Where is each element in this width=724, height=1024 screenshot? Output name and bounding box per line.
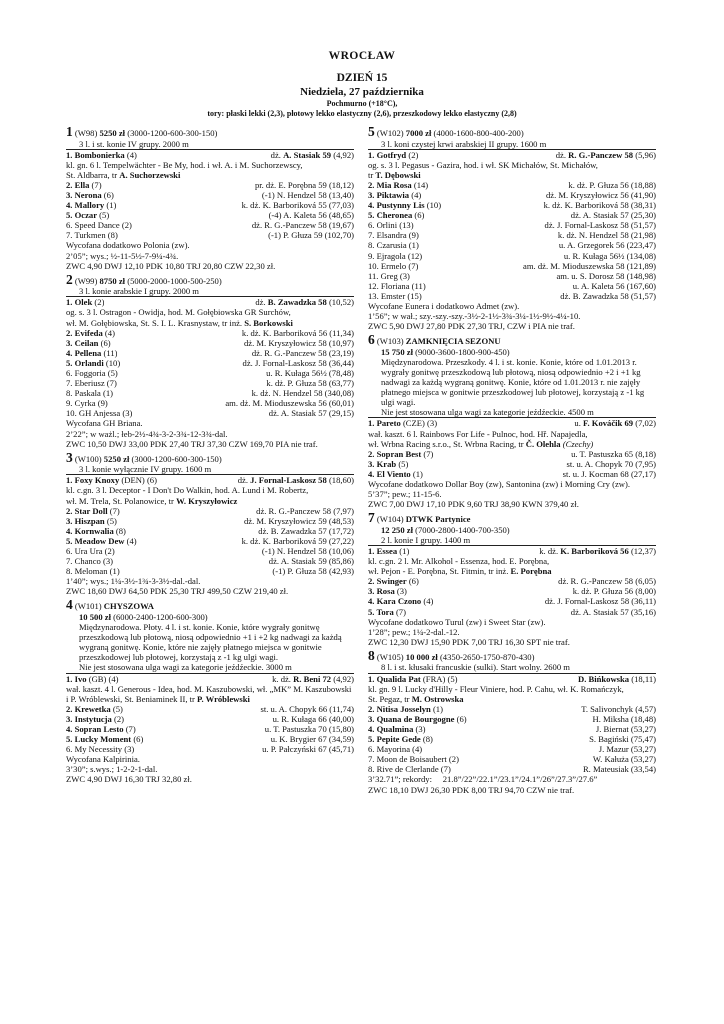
prize-split: (3000-1200-600-300-150) <box>127 128 218 138</box>
jockey-odds: dż. A. Stasiak 57 (25,30) <box>570 210 656 221</box>
jockey-odds: J. Biernat (53,27) <box>595 723 656 734</box>
jockey-odds: st. u. A. Chopyk 70 (7,95) <box>566 458 656 469</box>
race-number: 1 <box>66 126 73 139</box>
horse-detail: (11) <box>101 347 118 358</box>
placing-row <box>66 358 354 368</box>
horse-detail: 6. Mayorina (4) <box>368 744 423 755</box>
placing-row <box>66 398 354 408</box>
horse-name: 4. Pustynny Lis <box>368 200 425 211</box>
race-conditions: 2 l. konie I grupy. 1400 m <box>368 535 656 546</box>
horse-detail: (5) <box>396 458 409 469</box>
jockey-odds: st. u. A. Chopyk 66 (11,74) <box>260 703 354 714</box>
race-note: ZWC 10,50 DWJ 33,00 PDK 27,40 TRJ 37,30 CZW 169,70 PIA nie traf. <box>66 438 318 449</box>
winner-row: 1. Ivo (GB) (4) k. dż. R. Beni 72 (4,92) <box>66 673 354 684</box>
race-note: ZWC 4,90 DWJ 12,10 PDK 10,80 TRJ 20,80 CZW 22,30 zł. <box>66 260 276 271</box>
race-notes <box>368 617 656 647</box>
jockey-odds: dż. R. G.-Panczew 58 (23,19) <box>251 347 354 358</box>
placing-row <box>66 338 354 348</box>
race-notes <box>66 418 354 448</box>
meeting-city: WROCŁAW <box>328 50 396 62</box>
jockey-odds: (-1) P. Głuza 59 (102,70) <box>268 230 354 241</box>
placing-row <box>66 200 354 210</box>
horse-detail: (7) <box>421 448 434 459</box>
jockey-odds: dż. A. Stasiak 57 (29,15) <box>268 408 354 419</box>
horse-name: 5. Oczar <box>66 210 98 221</box>
jockey-odds: W. Kałuża (53,27) <box>592 754 656 765</box>
horse-name: 4. El Viento <box>368 468 411 479</box>
placing-row <box>368 449 656 459</box>
jockey-odds: k. dż. P. Głuza 58 (63,77) <box>266 378 354 389</box>
horse-detail: (5) <box>110 703 123 714</box>
race-7: 7 (W104) DTWK Partynice 12 250 zł (7000-2800-1400-700-350) 2 l. konie I grupy. 1400 m 1. Essea (1) k. dż. K. Barboriková 56 (12,37) kl. c.gn. 2 l. Mr. Alkohol - Essenza, hod. E. Porębna, wł. Pejon - E. Porębna, St. Fitmin, tr inż. E. Porębna 2. Swinger (6) dż. R. G.-Panczew 58 (6,05) 3. Rosa (3) k. dż. P. Głuza 56 (8,00) 4. Kara Czono (4) dż. J. Fornal-Laskosz 58 (36,11) 5. Tora (7) dż. A. Stasiak 57 (35,16) Wycofane dodatkowo Turul (zw) i Sweet Star (zw). 1’28”; pew.; 1¼-2-dal.-12. ZWC 12,30 DWJ 15,90 PDK 7,00 TRJ 16,30 SPT nie traf. <box>368 512 656 647</box>
horse-detail: (7) <box>89 179 102 190</box>
placing-row <box>368 220 656 230</box>
race-note: ZWC 18,10 DWJ 26,30 PDK 8,00 TRJ 94,70 CZW nie traf. <box>368 784 575 795</box>
race-note: ZWC 12,30 DWJ 15,90 PDK 7,00 TRJ 16,30 SPT nie traf. <box>368 636 570 647</box>
race-3: 3 (W100) 5250 zł (3000-1200-600-300-150) 3 l. konie wyłącznie IV grupy. 1600 m 1. Foxy Knoxy (DEN) (6) dż. J. Fornal-Laskosz 58 (18,60) kl. c.gn. 3 l. Deceptor - I Don't Do Walkin, hod. A. Lund i M. Robertz, wł. M. Trela, St. Polanowice, tr W. Kryszyłowicz 2. Star Doll (7) dż. R. G.-Panczew 58 (7,97) 3. Hiszpan (5) dż. M. Kryszyłowicz 59 (48,53) 4. Kornwalia (8) dż. B. Zawadzka 57 (17,72) 5. Meadow Dew (4) k. dż. K. Barboriková 59 (27,22) 6. Ura Ura (2) (-1) N. Hendzel 58 (10,06) 7. Chanco (3) dż. A. Stasiak 59 (85,86) 8. Meloman (1) (-1) P. Głuza 58 (42,93) 1’40”; wys.; 1¼-3½-1¾-3-3½-dal.-dal. ZWC 18,60 DWJ 64,50 PDK 25,30 TRJ 499,50 CZW 219,40 zł. <box>66 451 354 597</box>
race-note: 2’22”; w ważl.; łeb-2½-4¾-3-2-3¾-12-3¾-dal. <box>66 428 228 439</box>
horse-detail: 7. Moon de Boisaubert (2) <box>368 754 459 765</box>
horse-detail: (4) <box>124 535 137 546</box>
winner-owner: wł. M. Gołębiowska, St. S. I. L. Krasnystaw, tr inż. S. Borkowski <box>66 317 293 328</box>
horse-name: 2. Krewetka <box>66 703 111 714</box>
horse-detail: 8. Paskala (1) <box>66 388 114 399</box>
race-notes <box>66 576 354 596</box>
jockey-odds: dż. M. Kryszyłowicz 56 (41,90) <box>545 189 656 200</box>
placing-row <box>66 230 354 240</box>
race-notes <box>368 479 656 509</box>
placing-row <box>368 764 656 774</box>
jockey-odds: am. dż. M. Mioduszewska 56 (60,01) <box>225 398 354 409</box>
jockey-odds: u. T. Pastuszka 65 (8,18) <box>571 448 656 459</box>
race-code: (W98) <box>74 128 98 138</box>
horse-name: 2. Mia Rosa <box>368 179 412 190</box>
placing-row <box>368 230 656 240</box>
winner-row: 1. Foxy Knoxy (DEN) (6) dż. J. Fornal-Laskosz 58 (18,60) <box>66 475 354 486</box>
placing-row <box>368 607 656 617</box>
placing-row <box>66 516 354 526</box>
placing-row <box>66 734 354 744</box>
horse-detail: (6) <box>98 337 111 348</box>
race-notes <box>66 240 354 270</box>
horse-name: 4. Pellena <box>66 347 102 358</box>
horse-name: 2. Star Doll <box>66 505 108 516</box>
winner-row: 1. Pareto (CZE) (3) u. F. Kováčik 69 (7,02) <box>368 418 656 429</box>
right-column <box>368 126 656 798</box>
placings-list <box>368 576 656 616</box>
race-note: Wycofane Eunera i dodatkowo Admet (zw). <box>368 301 520 311</box>
winner-pedigree: og. s. 3 l. Pegasus - Gazira, hod. i wł. SK Michałów, St. Michałów, <box>368 159 598 170</box>
horse-detail: 8. Meloman (1) <box>66 566 120 577</box>
placing-row <box>368 251 656 261</box>
horse-name: 3. Instytucja <box>66 713 112 724</box>
track-conditions: tory: płaski lekki (2,3), płotowy lekko elastyczny (2,6), przeszkodowy lekko elastyczny (2,8) <box>207 109 517 118</box>
horse-detail: 6. Foggoria (5) <box>66 367 118 378</box>
placing-row <box>66 506 354 516</box>
horse-detail: 6. My Necessity (3) <box>66 744 135 755</box>
jockey-odds: H. Miksha (18,48) <box>592 713 656 724</box>
horse-detail: 8. Czarusia (1) <box>368 240 419 251</box>
horse-detail: 6. Speed Dance (2) <box>66 220 132 231</box>
winner-row: 1. Olek (2) dż. B. Zawadzka 58 (10,52) <box>66 297 354 308</box>
jockey-odds: u. R. Kułaga 66 (40,00) <box>272 713 354 724</box>
jockey-odds: pr. dż. E. Porębna 59 (18,12) <box>254 179 354 190</box>
horse-name: 4. Kara Czono <box>368 596 422 607</box>
jockey-odds: u. A. Kaleta 56 (167,60) <box>572 280 656 291</box>
race-8: 8 (W105) 10 000 zł (4350-2650-1750-870-430) 8 l. i st. kłusaki francuskie (sulki). Start wolny. 2600 m 1. Qualida Pat (FRA) (5) D. Bińkowska (18,11) kl. gn. 9 l. Lucky d'Hilly - Fleur Viniere, hod. P. Cahu, wł. K. Romańczyk, St. Pegaz, tr M. Ostrowska 2. Nitisa Josselyn (1) T. Salivonchyk (4,57) 3. Quana de Bourgogne (6) H. Miksha (18,48) 4. Qualmina (3) J. Biernat (53,27) 5. Pepite Gede (8) S. Bagiński (75,47) 6. Mayorina (4) J. Mazur (53,27) 7. Moon de Boisaubert (2) W. Kałuża (53,27) 8. Rive de Clerlande (7) R. Mateusiak (33,54) 3’32.71”; rekordy: 21.8”/22”/22.1”/23.1”/24.1”/26”/27.3”/27.6” ZWC 18,10 DWJ 26,30 PDK 8,00 TRJ 94,70 CZW nie traf. <box>368 649 656 795</box>
race-5: 5 (W102) 7000 zł (4000-1600-800-400-200) 3 l. koni czystej krwi arabskiej II grupy. 1600 m 1. Gotfryd (2) dż. R. G.-Panczew 58 (5,96) og. s. 3 l. Pegasus - Gazira, hod. i wł. SK Michałów, St. Michałów, tr T. Dębowski 2. Mia Rosa (14) k. dż. P. Głuza 56 (18,88) 3. Piktawia (4) dż. M. Kryszyłowicz 56 (41,90) 4. Pustynny Lis (10) k. dż. K. Barboriková 58 (38,31) 5. Cheronea (6) dż. A. Stasiak 57 (25,30) 6. Orlini (13) dż. J. Fornal-Laskosz 58 (51,57) 7. Elsandra (9) k. dż. N. Hendzel 58 (21,98) 8. Czarusia (1) u. A. Grzegorek 56 (223,47) 9. Ejragola (12) u. R. Kułaga 56½ (134,08) 10. Ermelo (7) am. dż. M. Mioduszewska 58 (121,89) 11. Greg (3) am. u. S. Dorosz 58 (148,98) 12. Floriana (11) u. A. Kaleta 56 (167,60) 13. Emster (15) dż. B. Zawadzka 58 (51,57) Wycofane Eunera i dodatkowo Admet (zw). 1’56”; w wał.; szy.-szy.-szy.-3½-2-1½-3¾-3¼-1½-9½-4¼-10. ZWC 5,90 DWJ 27,80 PDK 27,30 TRJ, CZW i PIA nie traf. <box>368 126 656 332</box>
winner-owner: St. Aldbarra, tr A. Suchorzewski <box>66 169 181 180</box>
race-description: Międzynarodowa. Płoty. 4 l. i st. konie. Konie, które wygrały gonitwę przeszkodową lub płotową, niosą odpowiednio +1 i +2 kg nadwagi za każdą wygraną gonitwę. Konie, które nie zajęły płatnego miejsca w gonitwie przeszkodowej lub płotowej, korzystają z -1 kg ulgi wagi. <box>79 622 342 663</box>
jockey-odds: S. Bagiński (75,47) <box>589 734 656 745</box>
placing-row <box>66 724 354 734</box>
placings-list <box>66 328 354 419</box>
placings-list <box>66 506 354 577</box>
jockey-odds: T. Salivonchyk (4,57) <box>581 703 656 714</box>
race-notes <box>66 754 354 784</box>
placing-row <box>66 566 354 576</box>
placing-row <box>368 190 656 200</box>
winner-pedigree: kl. gn. 6 l. Tempelwächter - Be My, hod. i wł. A. i M. Suchorzewscy, <box>66 159 303 170</box>
race-note: 1’28”; pew.; 1¼-2-dal.-12. <box>368 626 460 637</box>
race-note: ZWC 4,90 DWJ 16,30 TRJ 32,80 zł. <box>66 774 192 785</box>
placing-row <box>66 408 354 418</box>
placing-row <box>368 291 656 301</box>
race-note: Wycofana GH Briana. <box>66 418 143 429</box>
placing-row <box>368 469 656 479</box>
placing-row <box>368 459 656 469</box>
horse-detail: (7) <box>393 606 406 617</box>
jockey-odds: (-1) P. Głuza 58 (42,93) <box>272 566 354 577</box>
horse-name: 5. Cheronea <box>368 210 413 221</box>
horse-name: 5. Tora <box>368 606 394 617</box>
race-description: Międzynarodowa. Przeszkody. 4 l. i st. konie. Konie, które od 1.01.2013 r. wygrały gonitwę przeszkodową lub płotową, niosą odpowiednio +2 i +1 kg nadwagi za każdą wygraną gonitwę. Konie, które od 1.01.2013 r. nie zajęły płatnego miejsca w gonitwie przeszkodowej lub płotowej, korzystają z -1 kg ulgi wagi. <box>381 356 645 408</box>
jockey-odds: dż. R. G.-Panczew 58 (6,05) <box>558 576 656 587</box>
placing-row <box>66 546 354 556</box>
jockey-odds: dż. J. Fornal-Laskosz 58 (36,11) <box>544 596 656 607</box>
race-note: Wycofana dodatkowo Polonia (zw). <box>66 240 190 251</box>
winner-pedigree: og. s. 3 l. Ostragon - Owidja, hod. M. Gołębiowska GR Surchów, <box>66 307 291 318</box>
horse-detail: 9. Ejragola (12) <box>368 250 423 261</box>
horse-detail: (10) <box>103 357 121 368</box>
horse-name: 2. Swinger <box>368 576 407 587</box>
placing-row <box>368 576 656 586</box>
race-conditions: 8 l. i st. kłusaki francuskie (sulki). Start wolny. 2600 m <box>368 662 656 673</box>
horse-name: 2. Nitisa Josselyn <box>368 703 431 714</box>
winner-pedigree: kl. c.gn. 3 l. Deceptor - I Don't Do Walkin, hod. A. Lund i M. Robertz, <box>66 485 309 496</box>
race-conditions: 3 l. konie wyłącznie IV grupy. 1600 m <box>66 464 354 475</box>
horse-detail: (7) <box>107 505 120 516</box>
race-note: ZWC 18,60 DWJ 64,50 PDK 25,30 TRJ 499,50 CZW 219,40 zł. <box>66 586 289 597</box>
horse-name: 5. Orlandi <box>66 357 104 368</box>
jockey-odds: (-1) N. Hendzel 58 (10,06) <box>261 545 354 556</box>
race-1 <box>66 126 354 271</box>
horse-name: 3. Quana de Bourgogne <box>368 713 455 724</box>
jockey-odds: dż. R. G.-Panczew 58 (19,67) <box>251 220 354 231</box>
horse-detail: (3) <box>413 723 426 734</box>
horse-name: 3. Hiszpan <box>66 515 105 526</box>
placings-list <box>368 180 656 301</box>
jockey-odds: dż. A. Stasiak 57 (35,16) <box>570 606 656 617</box>
placing-row <box>66 220 354 230</box>
horse-detail: 7. Turkmen (8) <box>66 230 118 241</box>
winner-row: 1. Bombonierka (4) dż. A. Stasiak 59 (4,92) <box>66 149 354 160</box>
placing-row <box>66 714 354 724</box>
horse-name: 2. Evifeda <box>66 327 103 338</box>
horse-detail: (6) <box>101 189 114 200</box>
placings-list <box>66 180 354 241</box>
horse-detail: (10) <box>424 200 442 211</box>
horse-name: 3. Krab <box>368 458 397 469</box>
winner-pedigree: wał. kaszt. 6 l. Rainbows For Life - Pulnoc, hod. Hř. Napajedla, <box>368 428 588 439</box>
jockey-odds: k. dż. N. Hendzel 58 (340,08) <box>251 388 354 399</box>
horse-detail: (8) <box>113 525 126 536</box>
winner-owner: tr T. Dębowski <box>368 169 421 180</box>
jockey-odds: J. Mazur (53,27) <box>598 744 656 755</box>
race-note: Wycofane dodatkowo Dollar Boy (zw), Santonina (zw) i Morning Cry (zw). <box>368 479 630 489</box>
winner-pedigree: kl. gn. 9 l. Lucky d'Hilly - Fleur Viniere, hod. P. Cahu, wł. K. Romańczyk, <box>368 683 624 694</box>
placings-list <box>368 449 656 479</box>
horse-name: 3. Piktawia <box>368 189 410 200</box>
horse-name: 4. Kornwalia <box>66 525 114 536</box>
jockey-odds: R. Mateusiak (33,54) <box>582 764 656 775</box>
placing-row <box>66 378 354 388</box>
horse-detail: 11. Greg (3) <box>368 270 410 281</box>
horse-detail: 6. Orlini (13) <box>368 220 414 231</box>
placing-row <box>66 704 354 714</box>
placing-row <box>368 261 656 271</box>
jockey-odds: dż. M. Kryszyłowicz 58 (10,97) <box>243 337 354 348</box>
race-conditions: 3 l. koni czystej krwi arabskiej II grupy. 1600 m <box>368 139 656 150</box>
horse-detail: (14) <box>411 179 429 190</box>
horse-name: 3. Rosa <box>368 586 395 597</box>
horse-detail: 6. Ura Ura (2) <box>66 545 115 556</box>
race-note: ZWC 5,90 DWJ 27,80 PDK 27,30 TRJ, CZW i PIA nie traf. <box>368 321 575 332</box>
winner-row: 1. Gotfryd (2) dż. R. G.-Panczew 58 (5,96) <box>368 149 656 160</box>
horse-detail: (6) <box>454 713 467 724</box>
placing-row <box>368 754 656 764</box>
jockey-odds: am. u. S. Dorosz 58 (148,98) <box>556 270 656 281</box>
placing-row <box>66 348 354 358</box>
horse-name: 5. Meadow Dew <box>66 535 125 546</box>
jockey-odds: (-4) A. Kaleta 56 (48,65) <box>268 210 354 221</box>
left-column <box>66 126 354 788</box>
jockey-odds: k. dż. P. Głuza 56 (18,88) <box>568 179 656 190</box>
horse-detail: (5) <box>97 210 110 221</box>
winner-pedigree: kl. c.gn. 2 l. Mr. Alkohol - Essenza, hod. E. Porębna, <box>368 556 550 567</box>
winner-owner: wł. M. Trela, St. Polanowice, tr W. Kryszyłowicz <box>66 495 238 506</box>
placing-row <box>66 744 354 754</box>
horse-detail: (1) <box>104 200 117 211</box>
race-note: 5’37”; pew.; 11-15-6. <box>368 489 442 500</box>
winner-pedigree: wał. kaszt. 4 l. Generous - Idea, hod. M. Kaszubowski, wł. „MK” M. Kaszubowski i P. Wróblewski, St. Beniaminek II, tr P. Wróblewski <box>66 683 352 704</box>
jockey-odds: dż. J. Fornal-Laskosz 58 (36,44) <box>242 357 354 368</box>
winner-row: 1. Essea (1) k. dż. K. Barboriková 56 (12,37) <box>368 545 656 556</box>
jockey-odds: k. dż. K. Barboriková 59 (27,22) <box>241 535 354 546</box>
horse-name: 3. Nerona <box>66 189 102 200</box>
race-note: 1’40”; wys.; 1¼-3½-1¾-3-3½-dal.-dal. <box>66 576 201 587</box>
horse-name: 5. Lucky Moment <box>66 734 132 745</box>
race-note: 1’56”; w wał.; szy.-szy.-szy.-3½-2-1½-3¾-3¼-1½-9½-4¼-10. <box>368 311 581 322</box>
race-note: ZWC 7,00 DWJ 17,10 PDK 9,60 TRJ 38,90 KWN 379,40 zł. <box>368 499 579 510</box>
placing-row <box>368 586 656 596</box>
race-note: Wycofane dodatkowo Turul (zw) i Sweet Star (zw). <box>368 616 546 627</box>
horse-detail: (2) <box>111 713 125 724</box>
horse-detail: 13. Emster (15) <box>368 290 422 301</box>
placing-row <box>66 368 354 378</box>
jockey-odds: dż. B. Zawadzka 57 (17,72) <box>258 525 354 536</box>
horse-detail: (6) <box>412 210 425 221</box>
placing-row <box>66 556 354 566</box>
horse-detail: 8. Rive de Clerlande (7) <box>368 764 451 775</box>
jockey-odds: dż. B. Zawadzka 58 (51,57) <box>560 290 656 301</box>
placing-row <box>368 240 656 250</box>
placing-row <box>368 210 656 220</box>
race-prize: 5250 zł <box>99 128 126 138</box>
horse-detail: 10. GH Anjessa (3) <box>66 408 133 419</box>
placings-list <box>66 704 354 754</box>
race-4: 4 (W101) CHYSZOWA 10 500 zł (6000-2400-1200-600-300) Międzynarodowa. Płoty. 4 l. i st. konie. Konie, które wygrały gonitwę przeszkodową lub płotową, niosą odpowiednio +1 i +2 kg nadwagi za każdą wygraną gonitwę. Konie, które nie zajęły płatnego miejsca w gonitwie przeszkodowej lub płotowej, korzystają z -1 kg ulgi wagi. Nie jest stosowana ulga wagi za kategorie jeźdźeckie. 3000 m 1. Ivo (GB) (4) k. dż. R. Beni 72 (4,92) wał. kaszt. 4 l. Generous - Idea, hod. M. Kaszubowski, wł. „MK” M. Kaszubowski i P. Wróblewski, St. Beniaminek II, tr P. Wróblewski 2. Krewetka (5) st. u. A. Chopyk 66 (11,74) 3. Instytucja (2) u. R. Kułaga 66 (40,00) 4. Sopran Lesto (7) u. T. Pastuszka 70 (15,80) 5. Lucky Moment (6) u. K. Brygier 67 (34,59) 6. My Necessity (3) u. P. Pałczyński 67 (45,71) Wycofana Kalpirinia. 3’30”; s.wys.; 1-2-2-1-dal. ZWC 4,90 DWJ 16,30 TRJ 32,80 zł. <box>66 599 354 785</box>
horse-detail: (6) <box>131 734 144 745</box>
placing-row <box>368 596 656 606</box>
jockey-odds: u. A. Grzegorek 56 (223,47) <box>558 240 656 251</box>
weather-info: Pochmurno (+18°C), <box>326 99 398 108</box>
race-6: 6 (W103) ZAMKNIĘCIA SEZONU 15 750 zł (9000-3600-1800-900-450) Międzynarodowa. Przeszkody. 4 l. i st. konie. Konie, które od 1.01.2013 r. wygrały gonitwę przeszkodową lub płotową, niosą odpowiednio +2 i +1 kg nadwagi za każdą wygraną gonitwę. Konie, które od 1.01.2013 r. nie zajęły płatnego miejsca w gonitwie przeszkodowej lub płotowej, korzystają z -1 kg ulgi wagi. Nie jest stosowana ulga wagi za kategorie jeźdźeckie. 4500 m 1. Pareto (CZE) (3) u. F. Kováčik 69 (7,02) wał. kaszt. 6 l. Rainbows For Life - Pulnoc, hod. Hř. Napajedla, wł. Wrbna Racing s.r.o., St. Wrbna Racing, tr Č. Olehla (Czechy) 2. Sopran Best (7) u. T. Pastuszka 65 (8,18) 3. Krab (5) st. u. A. Chopyk 70 (7,95) 4. El Viento (1) st. u. J. Kocman 68 (27,17) Wycofane dodatkowo Dollar Boy (zw), Santonina (zw) i Morning Cry (zw). 5’37”; pew.; 11-15-6. ZWC 7,00 DWJ 17,10 PDK 9,60 TRJ 38,90 KWN 379,40 zł. <box>368 334 656 510</box>
jockey-odds: (-1) N. Hendzel 58 (13,40) <box>261 189 354 200</box>
horse-detail: (1) <box>410 468 423 479</box>
weight-note: Nie jest stosowana ulga wagi za kategorie jeźdźeckie. 4500 m <box>368 407 656 418</box>
meeting-date: Niedziela, 27 października <box>300 86 424 98</box>
jockey-odds: k. dż. K. Barboriková 56 (11,34) <box>241 327 354 338</box>
jockey-odds: u. T. Pastuszka 70 (15,80) <box>264 723 354 734</box>
horse-detail: 7. Chanco (3) <box>66 556 114 567</box>
placing-row <box>368 281 656 291</box>
horse-detail: (4) <box>102 327 115 338</box>
jockey-odds: dż. M. Kryszyłowicz 59 (48,53) <box>243 515 354 526</box>
winner-owner: wł. Wrbna Racing s.r.o., St. Wrbna Racing, tr Č. Olehla (Czechy) <box>368 438 594 449</box>
winner-owner: St. Pegaz, tr M. Ostrowska <box>368 693 464 704</box>
winner-row: 1. Qualida Pat (FRA) (5) D. Bińkowska (18,11) <box>368 673 656 684</box>
horse-name: 2. Sopran Best <box>368 448 422 459</box>
horse-name: 4. Sopran Lesto <box>66 723 124 734</box>
jockey-odds: k. dż. N. Hendzel 58 (21,98) <box>557 230 656 241</box>
jockey-odds: u. R. Kułaga 56½ (134,08) <box>563 250 656 261</box>
horse-detail: 7. Elsandra (9) <box>368 230 419 241</box>
race-2: 2 (W99) 8750 zł (5000-2000-1000-500-250) 3 l. konie arabskie I grupy. 2000 m 1. Olek (2) dż. B. Zawadzka 58 (10,52) og. s. 3 l. Ostragon - Owidja, hod. M. Gołębiowska GR Surchów, wł. M. Gołębiowska, St. S. I. L. Krasnystaw, tr inż. S. Borkowski 2. Evifeda (4) k. dż. K. Barboriková 56 (11,34) 3. Ceilan (6) dż. M. Kryszyłowicz 58 (10,97) 4. Pellena (11) dż. R. G.-Panczew 58 (23,19) 5. Orlandi (10) dż. J. Fornal-Laskosz 58 (36,44) 6. Foggoria (5) u. R. Kułaga 56½ (78,48) 7. Eberiusz (7) k. dż. P. Głuza 58 (63,77) 8. Paskala (1) k. dż. N. Hendzel 58 (340,08) 9. Cyrka (9) am. dż. M. Mioduszewska 56 (60,01) 10. GH Anjessa (3) dż. A. Stasiak 57 (29,15) Wycofana GH Briana. 2’22”; w ważl.; łeb-2½-4¾-3-2-3¾-12-3¾-dal. ZWC 10,50 DWJ 33,00 PDK 27,40 TRJ 37,30 CZW 169,70 PIA nie traf. <box>66 273 354 449</box>
weight-note: Nie jest stosowana ulga wagi za kategorie jeźdźeckie. 3000 m <box>66 662 354 673</box>
jockey-odds: u. P. Pałczyński 67 (45,71) <box>262 744 354 755</box>
horse-detail: (8) <box>420 734 433 745</box>
winner-owner: wł. Pejon - E. Porębna, St. Fitmin, tr inż. E. Porębna <box>368 566 552 577</box>
horse-name: 4. Mallory <box>66 200 105 211</box>
horse-detail: 7. Eberiusz (7) <box>66 378 117 389</box>
race-note: Wycofana Kalpirinia. <box>66 754 140 765</box>
horse-name: 5. Pepite Gede <box>368 734 421 745</box>
horse-name: 4. Qualmina <box>368 723 414 734</box>
race-note: 3’32.71”; rekordy: 21.8”/22”/22.1”/23.1”/24.1”/26”/27.3”/27.6” <box>368 774 598 785</box>
placing-row <box>368 180 656 190</box>
horse-detail: (5) <box>104 515 117 526</box>
jockey-odds: k. dż. K. Barboriková 58 (38,31) <box>543 200 656 211</box>
jockey-odds: k. dż. K. Barboriková 55 (77,03) <box>241 200 354 211</box>
horse-detail: (1) <box>430 703 443 714</box>
horse-detail: 10. Ermelo (7) <box>368 260 419 271</box>
race-conditions: 3 l. konie arabskie I grupy. 2000 m <box>66 286 354 297</box>
horse-name: 2. Ella <box>66 179 90 190</box>
jockey-odds: st. u. J. Kocman 68 (27,17) <box>562 468 656 479</box>
placing-row <box>368 704 656 714</box>
race-note: 2’05”; wys.; ½-11-5½-7-9¼-4¾. <box>66 250 179 261</box>
race-notes <box>368 301 656 331</box>
placing-row <box>368 734 656 744</box>
race-notes <box>368 774 656 794</box>
jockey-odds: k. dż. P. Głuza 56 (8,00) <box>572 586 656 597</box>
placing-row <box>66 180 354 190</box>
jockey-odds: dż. A. Stasiak 59 (85,86) <box>268 556 354 567</box>
horse-detail: (4) <box>409 189 422 200</box>
horse-detail: (4) <box>421 596 434 607</box>
horse-name: 3. Ceilan <box>66 337 99 348</box>
meeting-day: DZIEŃ 15 <box>336 72 388 84</box>
horse-detail: (6) <box>406 576 419 587</box>
placing-row <box>66 210 354 220</box>
placing-row <box>368 724 656 734</box>
jockey-odds: dż. J. Fornal-Laskosz 58 (51,57) <box>544 220 656 231</box>
jockey-odds: u. K. Brygier 67 (34,59) <box>270 734 354 745</box>
placing-row <box>368 714 656 724</box>
placing-row <box>66 328 354 338</box>
placing-row <box>66 536 354 546</box>
placing-row <box>368 271 656 281</box>
jockey-odds: am. dż. M. Mioduszewska 58 (121,89) <box>523 260 656 271</box>
placing-row <box>66 526 354 536</box>
placing-row <box>368 200 656 210</box>
horse-detail: (7) <box>123 723 136 734</box>
placing-row <box>368 744 656 754</box>
jockey-odds: dż. R. G.-Panczew 58 (7,97) <box>256 505 354 516</box>
placings-list <box>368 704 656 775</box>
horse-detail: 12. Floriana (11) <box>368 280 426 291</box>
race-conditions: 3 l. i st. konie IV grupy. 2000 m <box>66 139 354 150</box>
jockey-odds: u. R. Kułaga 56½ (78,48) <box>266 367 354 378</box>
race-note: 3’30”; s.wys.; 1-2-2-1-dal. <box>66 764 158 775</box>
horse-detail: (3) <box>394 586 407 597</box>
placing-row <box>66 388 354 398</box>
horse-detail: 9. Cyrka (9) <box>66 398 108 409</box>
placing-row <box>66 190 354 200</box>
